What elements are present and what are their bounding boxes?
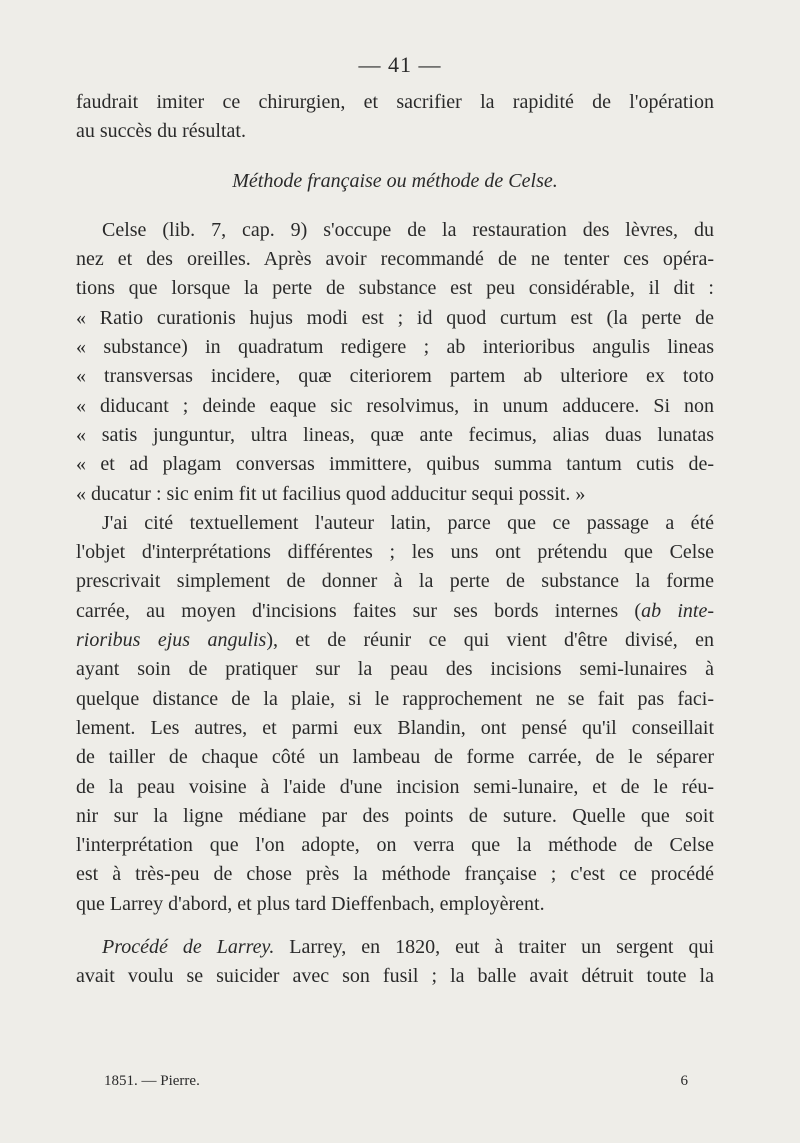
text-line: Celse (lib. 7, cap. 9) s'occupe de la restauration des lèvres, du [102,218,714,241]
text-line: « ducatur : sic enim fit ut facilius quod adducitur sequi possit. » [76,482,586,505]
text-segment: Larrey, en 1820, eut à traiter un sergent qui [274,936,714,959]
text-line: « transversas incidere, quæ citeriorem partem ab ulteriore ex toto [76,365,714,388]
text-line: nez et des oreilles. Après avoir recommandé de ne tenter ces opéra- [76,248,714,271]
text-segment: ), et de réunir ce qui vient d'être divisé, en [266,629,715,652]
text-line: est à très-peu de chose près la méthode française ; c'est ce procédé [76,863,714,886]
sheet-number: 6 [680,1073,688,1089]
printer-mark: 1851. — Pierre. [104,1073,200,1089]
latin-quote: rioribus ejus angulis [76,629,267,652]
text-line: « satis junguntur, ultra lineas, quæ ante fecimus, alias duas lunatas [76,423,714,446]
text-segment: carrée, au moyen d'incisions faites sur ses bords internes ( [76,599,642,622]
text-line: de tailler de chaque côté un lambeau de forme carrée, de le séparer [76,746,714,769]
text-line: « Ratio curationis hujus modi est ; id quod curtum est (la perte de [76,306,714,329]
text-line: que Larrey d'abord, et plus tard Dieffenbach, employèrent. [76,892,545,915]
text-line: avait voulu se suicider avec son fusil ; la balle avait détruit toute la [76,965,714,988]
text-line: l'objet d'interprétations différentes ; les uns ont prétendu que Celse [76,541,714,564]
text-line: « diducant ; deinde eaque sic resolvimus, in unum adducere. Si non [76,394,714,417]
text-line [76,597,714,626]
paragraph-heading: Procédé de Larrey. [102,936,275,959]
text-line: de la peau voisine à l'aide d'une incision semi-lunaire, et de le réu- [76,775,714,798]
text-line: faudrait imiter ce chirurgien, et sacrifier la rapidité de l'opération [76,91,714,113]
text-line: prescrivait simplement de donner à la perte de substance la forme [76,570,714,593]
text-line: au succès du résultat. [76,120,246,143]
text-line: « substance) in quadratum redigere ; ab interioribus angulis lineas [76,336,714,359]
latin-quote: ab inte- [641,599,715,622]
body-text [76,88,714,992]
text-line: l'interprétation que l'on adopte, on verra que la méthode de Celse [76,834,714,857]
text-line: « et ad plagam conversas immittere, quibus summa tantum cutis de- [76,453,714,476]
text-line: J'ai cité textuellement l'auteur latin, parce que ce passage a été [102,511,714,534]
text-line: lement. Les autres, et parmi eux Blandin, ont pensé qu'il conseillait [76,716,714,739]
text-line: ayant soin de pratiquer sur la peau des incisions semi-lunaires à [76,658,714,681]
section-heading: Méthode française ou méthode de Celse. [232,169,558,192]
text-line: quelque distance de la plaie, si le rapprochement ne se fait pas faci- [76,687,714,710]
signature-line [104,1073,688,1090]
text-line: tions que lorsque la perte de substance est peu considérable, il dit : [76,277,714,300]
text-line [76,933,714,962]
text-line [76,626,714,655]
page-number: — 41 — [358,52,442,77]
text-line: nir sur la ligne médiane par des points de suture. Quelle que soit [76,804,714,827]
